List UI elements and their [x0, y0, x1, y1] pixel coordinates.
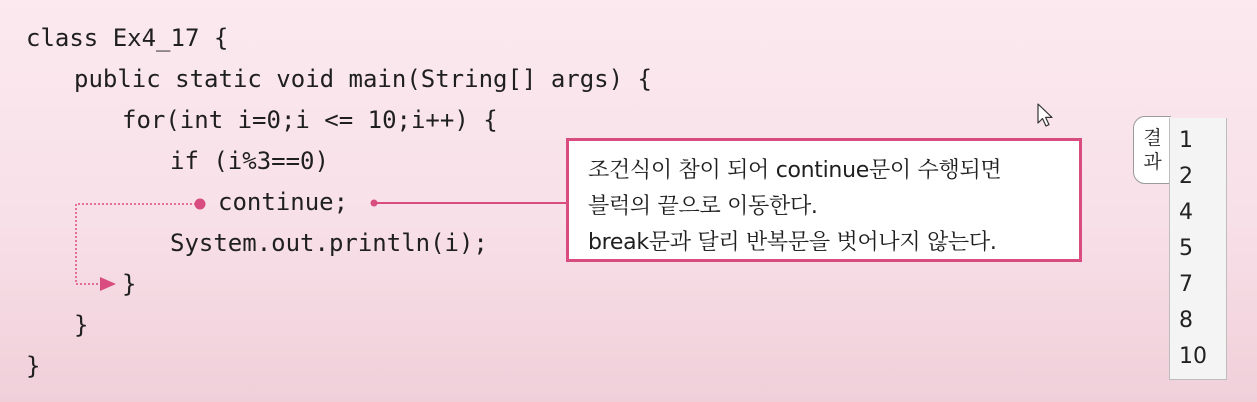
result-value: 7	[1179, 272, 1193, 297]
result-tab-char-2: 과	[1143, 151, 1162, 173]
result-output-panel	[1169, 118, 1227, 380]
result-value: 2	[1179, 164, 1193, 189]
result-tab-label	[1133, 116, 1171, 184]
code-line-class-decl: class Ex4_17 {	[26, 24, 229, 52]
flow-dotted-line	[76, 204, 196, 284]
callout-line-3: break문과 달리 반복문을 벗어나지 않는다.	[588, 230, 997, 255]
explanation-callout	[566, 138, 1082, 262]
result-value: 1	[1179, 128, 1193, 153]
result-tab-char-1: 결	[1143, 127, 1162, 149]
mouse-cursor-icon	[1037, 103, 1055, 129]
result-value: 5	[1179, 236, 1193, 261]
code-line-main-method: public static void main(String[] args) {	[74, 65, 652, 93]
result-value: 10	[1179, 344, 1207, 369]
result-value: 8	[1179, 308, 1193, 333]
code-line-if-condition: if (i%3==0)	[170, 147, 329, 175]
result-value: 4	[1179, 200, 1193, 225]
code-line-for-loop: for(int i=0;i <= 10;i++) {	[122, 106, 498, 134]
code-line-println: System.out.println(i);	[170, 229, 488, 257]
callout-line-1: 조건식이 참이 되어 continue문이 수행되면	[588, 158, 1002, 183]
continue-marker-dot	[195, 199, 206, 210]
code-line-for-close-brace: }	[122, 270, 137, 298]
code-line-class-close-brace: }	[26, 352, 41, 380]
callout-line-2: 블럭의 끝으로 이동한다.	[588, 194, 818, 219]
code-line-main-close-brace: }	[74, 311, 89, 339]
flow-arrowhead	[100, 277, 116, 291]
code-line-continue: continue;	[218, 188, 349, 216]
